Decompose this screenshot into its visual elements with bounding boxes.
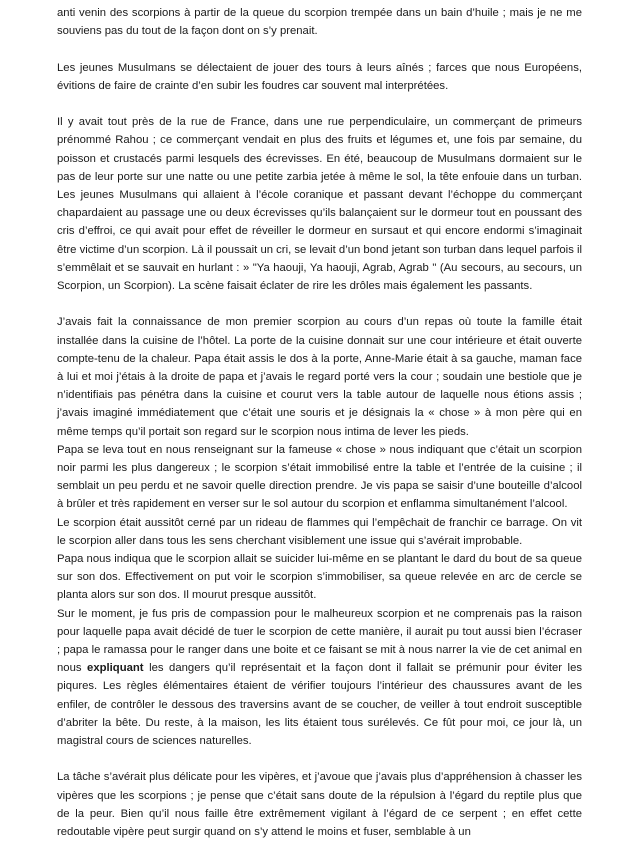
paragraph-6: Le scorpion était aussitôt cerné par un rideau de flammes qui l’empêchait de franchir ce barrage. On vit le scorpion aller dans tous les sens cherchant visiblement une issue qui s’avérait improbable. [57,516,582,547]
paragraph-5: Papa se leva tout en nous renseignant sur la fameuse « chose » nous indiquant que c’était un scorpion noir parmi les plus dangereux ; le scorpion s’était immobilisé entre la table et l’entrée de la cuisine ; il semblait un peu perdu et ne savoir quelle direction prendre. Je vis papa se saisir d’une bouteille d’alcool à brûler et très rapidement en verser sur le sol autour du scorpion et enflamma simultanément l’alcool. [57,443,582,511]
paragraph-8-text-start: Sur le moment, je fus pris de compassion pour le malheureux scorpion et ne comprenais pas la raison pour laquelle papa avait décidé de tuer le scorpion de cette manière, il aurait pu tout aussi bien l’écraser ; papa le ramassa pour le ranger dans une boite et ce faisant se mit à nous narrer la vie de cet animal en nous [57,607,582,675]
paragraph-7: Papa nous indiqua que le scorpion allait se suicider lui-même en se plantant le dard du bout de sa queue sur son dos. Effectivement on put voir le scorpion s’immobiliser, sa queue relevée en arc de cercle se planta alors sur son dos. Il mourut presque aussitôt. [57,553,582,602]
paragraph-8-text-end: les dangers qu’il représentait et la façon dont il fallait se prémunir pour éviter les piqures. Les règles élémentaires étaient de vérifier toujours l’intérieur des chaussures avant de les enfiler, de contrôler le dessous des traversins avant de se coucher, de veiller à tout endroit susceptible d’abriter la bête. Du reste, à la maison, les lits étaient tous surélevés. Ce fût pour moi, ce jour là, un magistral cours de sciences naturelles. [57,662,583,748]
paragraph-4: J’avais fait la connaissance de mon premier scorpion au cours d’un repas où toute la famille était installée dans la cuisine de l’hôtel. La porte de la cuisine donnait sur une cour intérieure et était ouverte compte-tenu de la chaleur. Papa était assis le dos à la porte, Anne-Marie était à sa gauche, maman face à lui et moi j’étais à la droite de papa et j’avais le regard porté vers la cour ; soudain une bestiole que je n’identifiais pas pénétra dans la cuisine et courut vers la table autour de laquelle nous étions assis ; j’avais imaginé immédiatement que c’était une souris et je désignais la « chose » à mon père qui en même temps qu’il portait son regard sur le scorpion nous intima de lever les pieds. [57,316,582,438]
paragraph-8 [57,605,582,751]
paragraph-8-bold-word: expliquant [87,662,144,675]
paragraph-3: Il y avait tout près de la rue de France, dans une rue perpendiculaire, un commerçant de primeurs prénommé Rahou ; ce commerçant vendait en plus des fruits et légumes et, une fois par semaine, du poisson et crustacés parmi lesquels des écrevisses. En été, beaucoup de Musulmans dormaient sur le pas de leur porte sur une natte ou une petite zarbia jetée à même le sol, la tête enfouie dans un turban. Les jeunes Musulmans qui allaient à l’école coranique et passant devant l’échoppe du commerçant chapardaient au passage une ou deux écrevisses qu’ils balançaient sur le dormeur tout en poussant des cris d’effroi, ce qui avait pour effet de réveiller le dormeur en sursaut et qui encore endormi s’imaginait être victime d’un scorpion. Là il poussait un cri, se levait d’un bond jetant son turban dans lequel parfois il s’emmêlait et se sauvait en hurlant : » "Ya haouji, Ya haouji, Agrab, Agrab " (Au secours, au secours, un Scorpion, un Scorpion). La scène faisait éclater de rire les drôles mais également les passants. [57,116,582,293]
paragraph-1: anti venin des scorpions à partir de la queue du scorpion trempée dans un bain d’huile ; mais je ne me souviens pas du tout de la façon dont on s’y prenait. [57,7,582,38]
paragraph-2: Les jeunes Musulmans se délectaient de jouer des tours à leurs aînés ; farces que nous Européens, évitions de faire de crainte d’en subir les foudres car souvent mal interprétées. [57,61,582,92]
paragraph-9: La tâche s’avérait plus délicate pour les vipères, et j’avoue que j’avais plus d’appréhension à chasser les vipères que les scorpions ; je pense que c’était sans doute de la répulsion à l’égard du reptile plus que de la peur. Bien qu’il nous faille être extrêmement vigilant à l’égard de ce serpent ; en effet cette redoutable vipère peut surgir quand on s’y attend le moins et fuser, semblable à un [57,771,582,839]
